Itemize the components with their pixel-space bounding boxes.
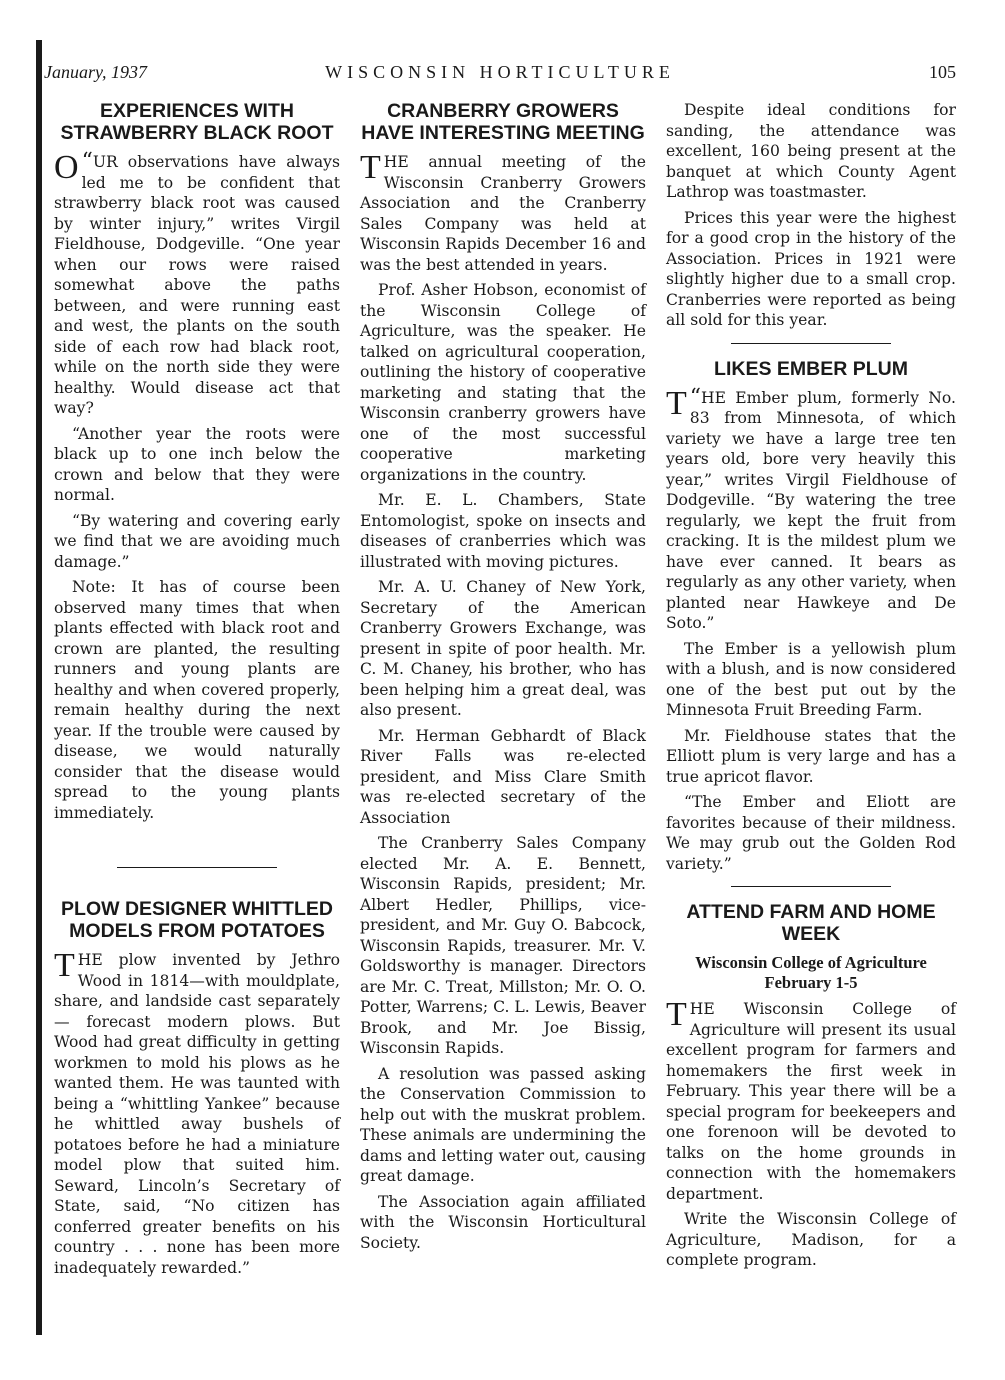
paragraph-text: HE Ember plum, formerly No. 83 from Minnesota, of which variety we have a large tree ten years old, bore very heavily this year,” writes Virgil Fieldhouse of Dodgeville. “By watering the tree regularly, we kept the fruit from cracking. It is the mildest plum we have ever canned. It bears as regularly as any other variety, when planted near Hawkeye and De Soto.”	[666, 388, 956, 632]
paragraph: The Cranberry Sales Company elected Mr. A. E. Bennett, Wisconsin Rapids, president; Mr. Albert Hedler, Phillips, vice-president, and Mr. Guy O. Babcock, Wisconsin Rapids, treasurer. Mr. V. Goldsworthy is manager. Directors are Mr. C. Treat, Millston; Mr. O. O. Potter, Warrens; C. L. Lewis, Beaver Brook, and Mr. Joe Bissig, Wisconsin Rapids.	[360, 834, 646, 1057]
magazine-title: WISCONSIN HORTICULTURE	[325, 62, 675, 82]
paragraph-text: HE plow invented by Jethro Wood in 1814—with mouldplate, share, and landside cast separately — forecast modern plows. But Wood had great difficulty in getting workmen to mold his plows as he wanted them. He was taunted with being a “whittling Yankee” because he whittled away bushels of potatoes before he had a miniature model plow that suited him. Seward, Lincoln’s Secretary of State, said, “No citizen has conferred greater benefits on his country . . . none has been more inadequately rewarded.”	[54, 951, 340, 1277]
paragraph: Mr. Herman Gebhardt of Black River Falls was re-elected president, and Miss Clare Smith was re-elected secretary of the Association	[360, 726, 646, 827]
article-title: LIKES EMBER PLUM	[714, 357, 908, 380]
article-title: CRANBERRY GROWERS HAVE INTERESTING MEETING	[361, 100, 645, 144]
article-cranberry	[360, 100, 646, 1253]
divider	[117, 867, 277, 868]
article-farm-week	[666, 901, 956, 1271]
paragraph: Note: It has of course been observed many times that when plants effected with black root and crown are planted, the resulting runners and young plants are healthy and when covered properly, remain healthy during the next year. If the trouble were caused by disease, we would naturally consider that the disease would spread to the young plants immediately.	[54, 578, 340, 822]
paragraph: The Ember is a yellowish plum with a blush, and is now considered one of the best put out by the Minnesota Fruit Breeding Farm.	[666, 639, 956, 719]
paragraph	[666, 384, 956, 634]
page-spine	[36, 40, 42, 1335]
paragraph: Mr. Fieldhouse states that the Elliott plum is very large and has a true apricot flavor.	[666, 726, 956, 786]
article-title: ATTEND FARM AND HOME WEEK	[686, 901, 936, 945]
article-strawberry	[54, 100, 340, 823]
paragraph-text: HE annual meeting of the Wisconsin Cranberry Growers Association and the Cranberry Sales Company was held at Wisconsin Rapids December 16 and was the best attended in years.	[360, 153, 646, 274]
open-quote: “	[689, 384, 702, 410]
article-plow	[54, 898, 340, 1278]
divider	[731, 343, 891, 344]
paragraph: Prof. Asher Hobson, economist of the Wisconsin College of Agriculture, was the speaker. He talked on agricultural cooperation, outlining the history of cooperative marketing and stating that the Wisconsin cranberry growers have one of the most successful cooperative marketing organizations in the country.	[360, 281, 646, 484]
article-subtitle: Wisconsin College of Agriculture February 1-5	[695, 953, 927, 992]
drop-cap: T	[666, 996, 687, 1033]
paragraph	[360, 149, 646, 275]
drop-cap: O	[54, 149, 79, 186]
paragraph: Write the Wisconsin College of Agriculture, Madison, for a complete program.	[666, 1210, 956, 1269]
paragraph: The Association again affiliated with the Wisconsin Horticultural Society.	[360, 1192, 646, 1252]
paragraph: “Another year the roots were black up to one inch below the crown and below that they were normal.	[54, 424, 340, 504]
issue-date: January, 1937	[44, 62, 147, 82]
drop-cap: T	[360, 149, 381, 186]
drop-cap: T	[54, 947, 75, 984]
paragraph: A resolution was passed asking the Conservation Commission to help out with the muskrat problem. These animals are undermining the dams and letting water out, causing great damage.	[360, 1064, 646, 1185]
paragraph: “The Ember and Eliott are favorites because of their mildness. We may grub out the Golden Rod variety.”	[666, 793, 956, 873]
paragraph: Prices this year were the highest for a good crop in the history of the Association. Prices in 1921 were slightly higher due to a small crop. Cranberries were reported as being all sold for this year.	[666, 208, 956, 329]
paragraph-text: HE Wisconsin College of Agriculture will present its usual excellent program for farmers and homemakers the first week in February. This year there will be a special program for beekeepers and one forenoon will be devoted to talks on the home grounds in connection with the homemakers department.	[666, 1000, 956, 1203]
paragraph: “By watering and covering early we find that we are avoiding much damage.”	[54, 511, 340, 571]
open-quote: “	[81, 149, 93, 174]
running-header	[44, 62, 956, 86]
article-cranberry-continued	[666, 100, 956, 331]
paragraph: Mr. A. U. Chaney of New York, Secretary of the American Cranberry Growers Exchange, was present in spite of poor health. Mr. C. M. Chaney, his brother, who has been helping him a great deal, was also present.	[360, 578, 646, 719]
paragraph-text: UR observations have always led me to be confident that strawberry black root was caused by winter injury,” writes Virgil Fieldhouse, Dodgeville. “One year when our rows were raised somewhat above the paths between, and were running east and west, the plants on the south side of each row had black root, while on the north side they were healthy. Would disease act that way?	[54, 153, 340, 417]
column-left	[54, 100, 340, 1283]
paragraph	[54, 947, 340, 1278]
paragraph	[666, 996, 956, 1204]
paragraph	[54, 149, 340, 419]
article-title: EXPERIENCES WITH STRAWBERRY BLACK ROOT	[60, 100, 334, 144]
page-number: 105	[929, 62, 956, 82]
article-ember	[666, 358, 956, 875]
paragraph: Despite ideal conditions for sanding, the attendance was excellent, 160 being present at the banquet at which County Agent Lathrop was toastmaster.	[666, 101, 956, 201]
divider	[731, 886, 891, 887]
article-title: PLOW DESIGNER WHITTLED MODELS FROM POTATOES	[61, 898, 333, 942]
paragraph: Mr. E. L. Chambers, State Entomologist, spoke on insects and diseases of cranberries which was illustrated with moving pictures.	[360, 491, 646, 571]
column-middle	[360, 100, 646, 1258]
column-right	[666, 100, 956, 1276]
drop-cap: T	[666, 384, 687, 422]
